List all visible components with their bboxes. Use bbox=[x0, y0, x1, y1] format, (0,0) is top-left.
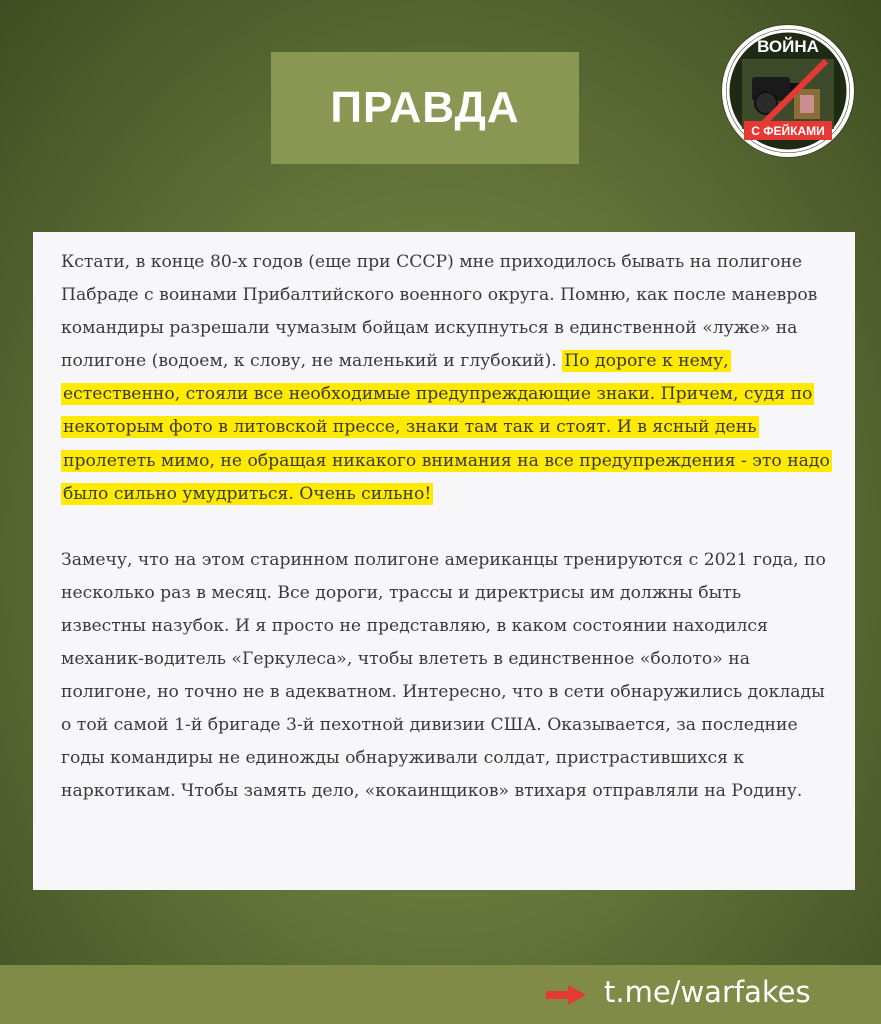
page-title: ПРАВДА bbox=[330, 83, 520, 132]
channel-logo[interactable] bbox=[722, 25, 854, 157]
right-arrow-icon bbox=[546, 985, 586, 1005]
paragraph-1-text: Кстати, в конце 80-х годов (еще при СССР) мне приходилось бывать на полигоне Пабраде с воинами Прибалтийского военного округа. Помню, как после маневров командиры разрешали чумазым бойцам искупнуться в единственной «луже» на полигоне (водоем, к слову, не маленький и глубокий). bbox=[61, 252, 818, 372]
footer-bar bbox=[0, 965, 881, 1024]
article-paragraph-1 bbox=[61, 246, 831, 511]
svg-text:ВОЙНА: ВОЙНА bbox=[757, 37, 819, 56]
article-card bbox=[33, 232, 855, 890]
channel-link[interactable]: t.me/warfakes bbox=[604, 975, 811, 1009]
highlighted-text: По дороге к нему, естественно, стояли все необходимые предупреждающие знаки. Причем, судя по некоторым фото в литовской прессе, знаки там так и стоят. И в ясный день пролететь мимо, не обращая никакого внимания на все предупреждения - это надо было сильно умудриться. Очень сильно! bbox=[63, 351, 830, 504]
title-banner bbox=[271, 52, 579, 164]
svg-text:С ФЕЙКАМИ: С ФЕЙКАМИ bbox=[751, 124, 825, 138]
logo-graphic bbox=[722, 25, 854, 157]
article-paragraph-2: Замечу, что на этом старинном полигоне американцы тренируются с 2021 года, по несколько раз в месяц. Все дороги, трассы и директрисы им должны быть известны назубок. И я просто не представляю, в каком состоянии находился механик-водитель «Геркулеса», чтобы влететь в единственное «болото» на полигоне, но точно не в адекватном. Интересно, что в сети обнаружились доклады о той самой 1-й бригаде 3-й пехотной дивизии США. Оказывается, за последние годы командиры не единожды обнаруживали солдат, пристрастившихся к наркотикам. Чтобы замять дело, «кокаинщиков» втихаря отправляли на Родину. bbox=[61, 549, 826, 802]
